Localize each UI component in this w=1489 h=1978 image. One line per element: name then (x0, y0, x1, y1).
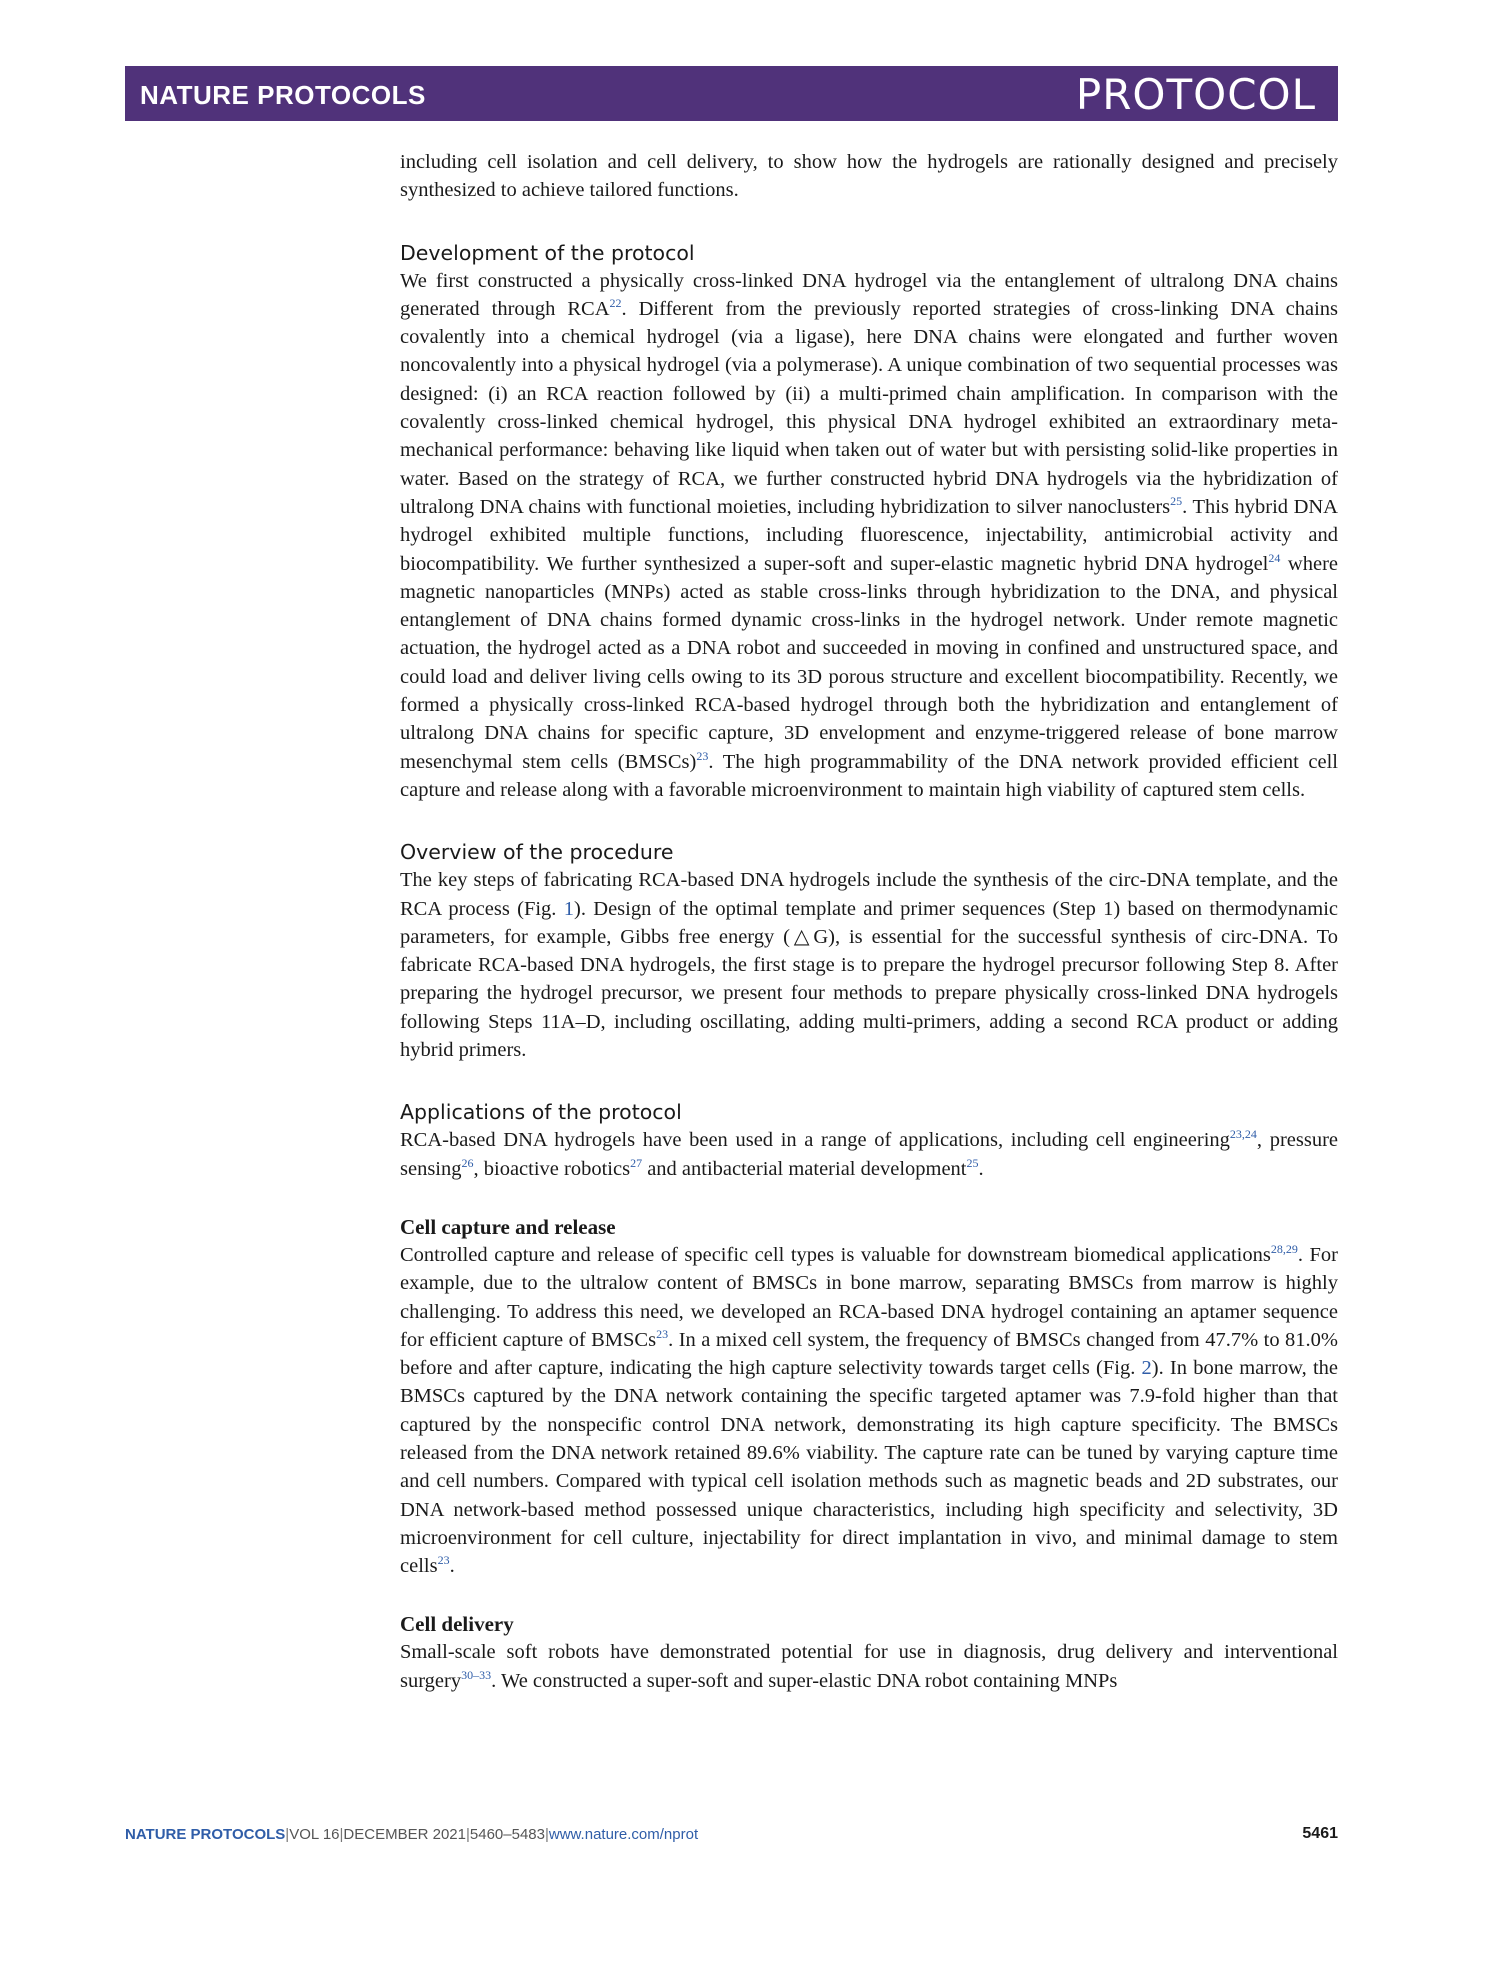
journal-name: NATURE PROTOCOLS (140, 80, 426, 110)
section-heading-development: Development of the protocol (400, 240, 695, 265)
citation-ref[interactable]: 23 (696, 748, 709, 763)
footer-pages: 5460–5483 (469, 1826, 545, 1843)
figure-link[interactable]: 1 (563, 897, 574, 920)
citation-ref[interactable]: 23,24 (1229, 1127, 1257, 1142)
citation-ref[interactable]: 30–33 (461, 1667, 492, 1682)
citation-ref[interactable]: 28,29 (1270, 1241, 1298, 1256)
section-heading-overview: Overview of the procedure (400, 840, 674, 865)
article-type: PROTOCOL (1075, 70, 1316, 119)
subsection-heading-cell-delivery: Cell delivery (400, 1612, 514, 1637)
citation-ref[interactable]: 23 (656, 1326, 669, 1341)
subsection-heading-cell-capture: Cell capture and release (400, 1214, 616, 1239)
citation-ref[interactable]: 22 (609, 295, 622, 310)
page-number: 5461 (1302, 1825, 1338, 1842)
citation-ref[interactable]: 25 (966, 1155, 979, 1170)
footer-volume: VOL 16 (289, 1826, 340, 1843)
footer-journal: NATURE PROTOCOLS (125, 1826, 286, 1843)
cell-capture-paragraph: Controlled capture and release of specific cell types is valuable for downstream biomedical applications$^{28,29}$. For example, due to the ultralow content of BMSCs in bone marrow, separating BMSCs from marrow is highly challenging. To address this need, we developed an RCA-based DNA hydrogel containing an aptamer sequence for efficient capture of BMSCs$^{23}$. In a mixed cell system, the frequency of BMSCs changed from 47.7% to 81.0% before and after capture, indicating the high capture selectivity towards target cells (Fig. 2). In bone marrow, the BMSCs captured by the DNA network containing the specific targeted aptamer was 7.9-fold higher than that captured by the nonspecific control DNA network, demonstrating its high capture specificity. The BMSCs released from the DNA network retained 89.6% viability. The capture rate can be tuned by varying capture time and cell numbers. Compared with typical cell isolation methods such as magnetic beads and 2D substrates, our DNA network-based method possessed unique characteristics, including high specificity and selectivity, 3D microenvironment for cell culture, injectability for direct implantation in vivo, and minimal damage to stem cells$^{23}$. (400, 1241, 1339, 1578)
header-banner (125, 66, 1338, 121)
figure-link[interactable]: 2 (1141, 1357, 1152, 1380)
citation-ref[interactable]: 25 (1170, 493, 1183, 508)
citation-ref[interactable]: 24 (1268, 550, 1281, 565)
cell-delivery-paragraph: Small-scale soft robots have demonstrated potential for use in diagnosis, drug delivery and interventional surgery$^{30-33}$. We constructed a super-soft and super-elastic DNA robot containing MNPs (400, 1641, 1338, 1692)
citation-ref[interactable]: 23 (437, 1553, 450, 1568)
section-heading-applications: Applications of the protocol (400, 1100, 682, 1125)
page-footer: NATURE PROTOCOLS|VOL 16|DECEMBER 2021|5460–5483|www.nature.com/nprot 5461 (125, 1825, 1338, 1843)
overview-paragraph: The key steps of fabricating RCA-based DNA hydrogels include the synthesis of the circ-DNA template, and the RCA process (Fig. 1). Design of the optimal template and primer sequences (Step 1) based on thermodynamic parameters, for example, Gibbs free energy (△G), is essential for the successful synthesis of circ-DNA. To fabricate RCA-based DNA hydrogels, the first stage is to prepare the hydrogel precursor following Step 8. After preparing the hydrogel precursor, we present four methods to prepare physically cross-linked DNA hydrogels following Steps 11A–D, including oscillating, adding multi-primers, adding a second RCA product or adding hybrid primers. (400, 869, 1338, 1062)
intro-paragraph: including cell isolation and cell delivery, to show how the hydrogels are rationally designed and precisely synthesized to achieve tailored functions. (400, 151, 1338, 202)
article-body (400, 148, 1338, 1695)
footer-url-link[interactable]: www.nature.com/nprot (548, 1826, 699, 1843)
footer-date: DECEMBER 2021 (343, 1826, 466, 1843)
citation-ref[interactable]: 27 (630, 1155, 643, 1170)
citation-ref[interactable]: 26 (461, 1155, 474, 1170)
applications-paragraph: RCA-based DNA hydrogels have been used in a range of applications, including cell engineering$^{23,24}$, pressure sensing$^{26}$, bioactive robotics$^{27}$ and antibacterial material development$^{25}$. (400, 1127, 1338, 1180)
development-paragraph: We first constructed a physically cross-linked DNA hydrogel via the entanglement of ultralong DNA chains generated through RCA$^{22}$. Different from the previously reported strategies of cross-linking DNA chains covalently into a chemical hydrogel (via a ligase), here DNA chains were elongated and further woven noncovalently into a physical hydrogel (via a polymerase). A unique combination of two sequential processes was designed: (i) an RCA reaction followed by (ii) a multi-primed chain amplification. In comparison with the covalently cross-linked chemical hydrogel, this physical DNA hydrogel exhibited an extraordinary meta-mechanical performance: behaving like liquid when taken out of water but with persisting solid-like properties in water. Based on the strategy of RCA, we further constructed hybrid DNA hydrogels via the hybridization of ultralong DNA chains with functional moieties, including hybridization to silver nanoclusters$^{25}$. This hybrid DNA hydrogel exhibited multiple functions, including fluorescence, injectability, antimicrobial activity and biocompatibility. We further synthesized a super-soft and super-elastic magnetic hybrid DNA hydrogel$^{24}$ where magnetic nanoparticles (MNPs) acted as stable cross-links through hybridization to the DNA, and physical entanglement of DNA chains formed dynamic cross-links in the hydrogel network. Under remote magnetic actuation, the hydrogel acted as a DNA robot and succeeded in moving in confined and unstructured space, and could load and deliver living cells owing to its 3D porous structure and excellent biocompatibility. Recently, we formed a physically cross-linked RCA-based hydrogel through both the hybridization and entanglement of ultralong DNA chains for specific capture, 3D envelopment and enzyme-triggered release of bone marrow mesenchymal stem cells (BMSCs)$^{23}$. The high programmability of the DNA network provided efficient cell capture and release along with a favorable microenvironment to maintain high viability of captured stem cells. (400, 269, 1338, 801)
